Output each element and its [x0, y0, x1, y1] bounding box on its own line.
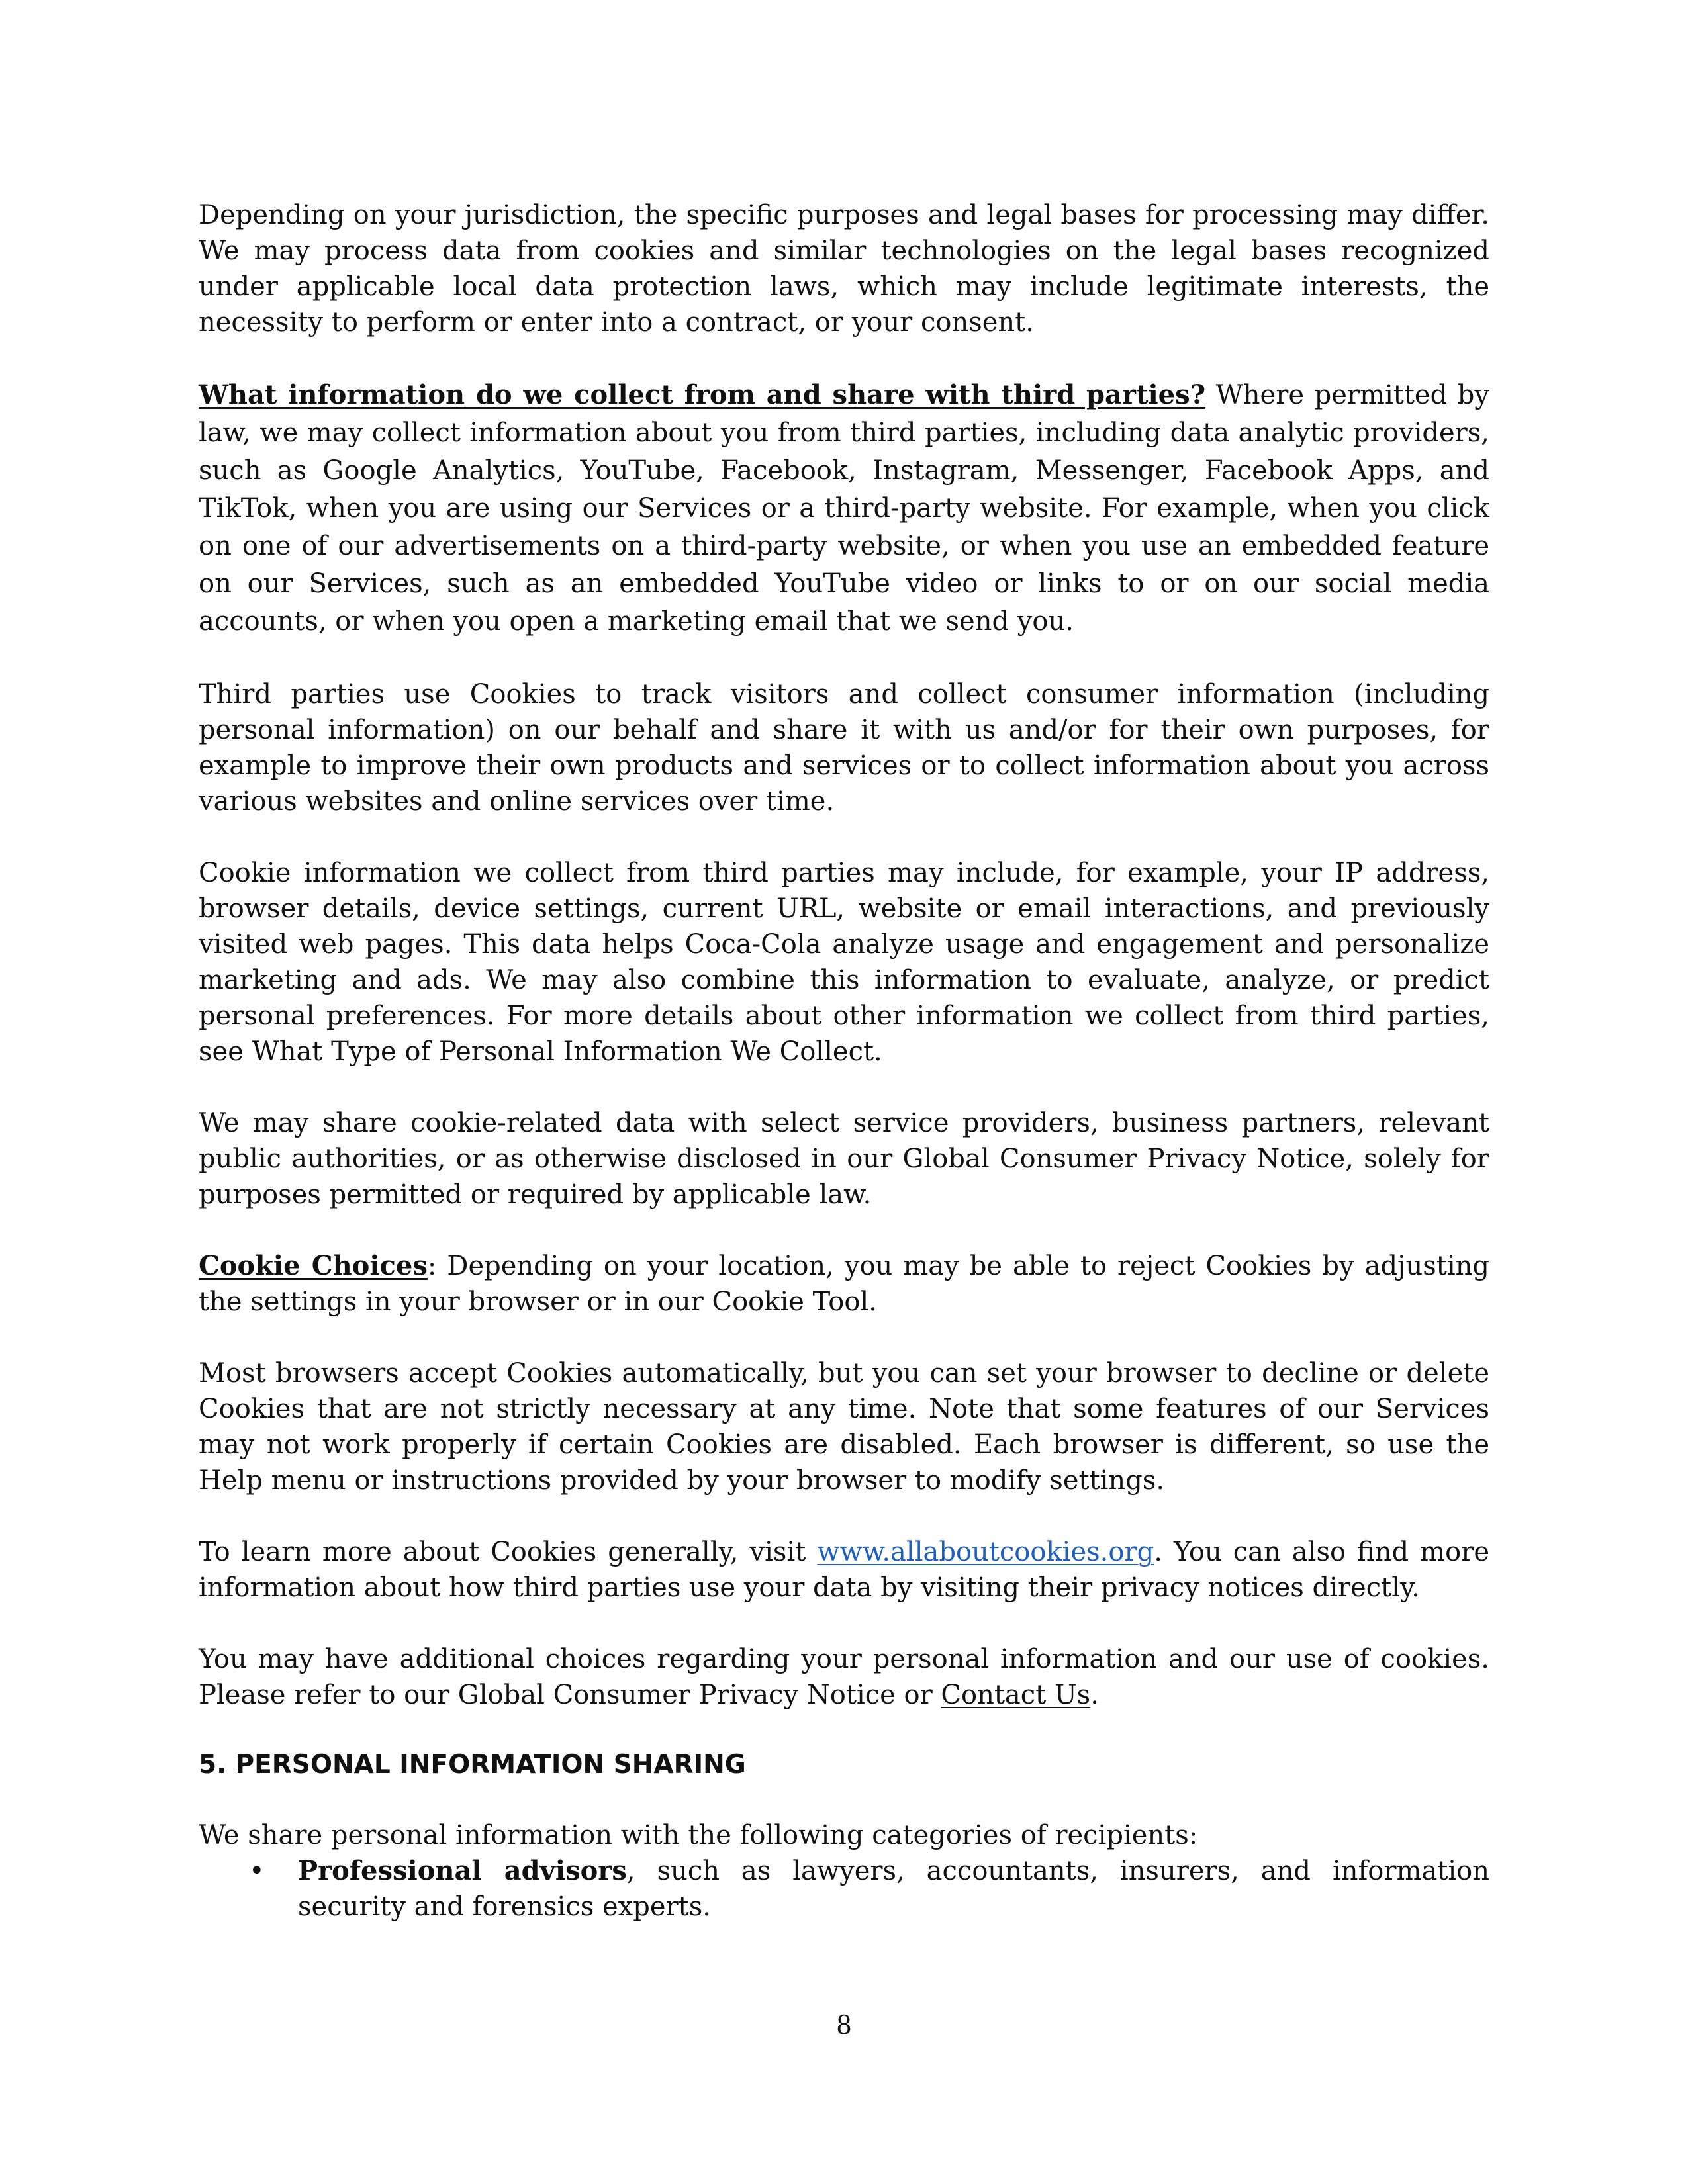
third-party-body: Where permitted by law, we may collect information about you from third parties, including data analytic providers, such as Google Analytics, YouTube, Facebook, Instagram, Messenger, Facebook Apps, and TikTok, when you are using our Services or a third-party website. For example, when you click on one of our advertisements on a third-party website, or when you use an embedded feature on our Services, such as an embedded YouTube video or links to or on our social media accounts, or when you open a marketing email that we send you. [199, 380, 1489, 637]
cookie-choices-paragraph [199, 1248, 1489, 1320]
third-party-heading: What information do we collect from and share with third parties? [199, 379, 1206, 410]
page-number: 8 [837, 2008, 851, 2040]
additional-choices-paragraph [199, 1641, 1489, 1713]
sharing-paragraph: We may share cookie-related data with select service providers, business partners, relevant public authorities, or as otherwise disclosed in our Global Consumer Privacy Notice, solely for purposes permitted or required by applicable law. [199, 1108, 1489, 1210]
contact-us-link[interactable]: Contact Us [941, 1680, 1091, 1710]
bullet-icon: • [249, 1856, 265, 1886]
learn-more-text: To learn more about Cookies generally, visit [199, 1537, 818, 1567]
cookie-choices-heading: Cookie Choices [199, 1250, 428, 1281]
browsers-paragraph: Most browsers accept Cookies automatically, but you can set your browser to decline or delete Cookies that are not strictly necessary at any time. Note that some features of our Services may not work properly if certain Cookies are disabled. Each browser is different, so use the Help menu or instructions provided by your browser to modify settings. [199, 1358, 1489, 1496]
cookie-choices-body: : Depending on your location, you may be able to reject Cookies by adjusting the settings in your browser or in our Cookie Tool. [199, 1251, 1489, 1317]
tracking-paragraph: Third parties use Cookies to track visitors and collect consumer information (including personal information) on our behalf and share it with us and/or for their own purposes, for example to improve their own products and services or to collect information about you across various websites and online services over time. [199, 679, 1489, 817]
section-heading: 5. PERSONAL INFORMATION SHARING [199, 1750, 746, 1780]
additional-choices-text: You may have additional choices regarding your personal information and our use of cookies. Please refer to our Global Consumer Privacy Notice or [199, 1644, 1489, 1710]
list-item [249, 1853, 1490, 1925]
legal-bases-paragraph: Depending on your jurisdiction, the specific purposes and legal bases for processing may differ. We may process data from cookies and similar technologies on the legal bases recognized under applicable local data protection laws, which may include legitimate interests, the necessity to perform or enter into a contract, or your consent. [199, 200, 1489, 338]
recipient-description: , such as lawyers, accountants, insurers, and information security and forensics experts. [298, 1856, 1490, 1922]
cookie-info-paragraph: Cookie information we collect from third parties may include, for example, your IP address, browser details, device settings, current URL, website or email interactions, and previously visited web pages. This data helps Coca-Cola analyze usage and engagement and personalize marketing and ads. We may also combine this information to evaluate, analyze, or predict personal preferences. For more details about other information we collect from third parties, see What Type of Personal Information We Collect. [199, 858, 1489, 1067]
learn-more-tail: . You can also find more information about how third parties use your data by visiting their privacy notices directly. [199, 1537, 1489, 1603]
recipients-list [199, 1853, 1489, 1925]
third-party-paragraph [199, 376, 1489, 641]
recipient-title: Professional advisors [298, 1855, 627, 1886]
allaboutcookies-link[interactable]: www.allaboutcookies.org [817, 1537, 1154, 1567]
learn-more-paragraph [199, 1534, 1489, 1606]
additional-choices-tail: . [1090, 1680, 1099, 1710]
recipients-intro: We share personal information with the following categories of recipients: [199, 1820, 1198, 1850]
document-page [199, 197, 1489, 1925]
